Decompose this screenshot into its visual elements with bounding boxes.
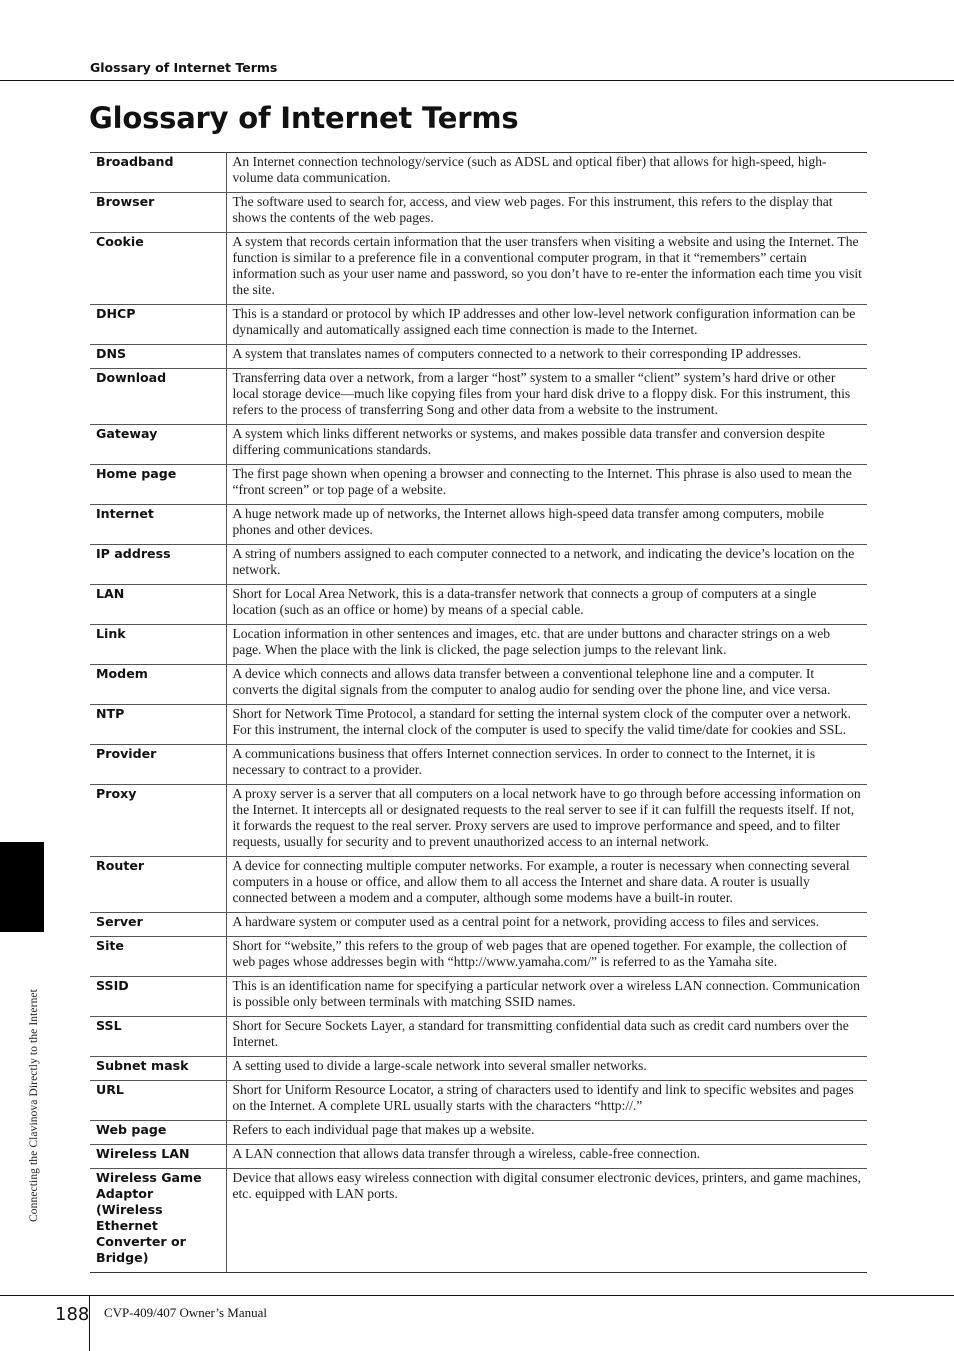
glossary-row [90,1081,867,1121]
glossary-term: Server [90,913,226,937]
glossary-term: Link [90,625,226,665]
glossary-definition: A setting used to divide a large-scale network into several smaller networks. [226,1057,867,1081]
glossary-row [90,1145,867,1169]
glossary-definition: Refers to each individual page that makes up a website. [226,1121,867,1145]
header-rule [0,80,954,81]
glossary-row [90,977,867,1017]
glossary-row [90,233,867,305]
glossary-term: Subnet mask [90,1057,226,1081]
glossary-term: LAN [90,585,226,625]
glossary-row [90,345,867,369]
glossary-term: URL [90,1081,226,1121]
glossary-row [90,193,867,233]
glossary-term: DHCP [90,305,226,345]
glossary-definition: A huge network made up of networks, the Internet allows high-speed data transfer among computers, mobile phones and other devices. [226,505,867,545]
glossary-definition: This is a standard or protocol by which IP addresses and other low-level network configuration information can be dynamically and automatically assigned each time connection is made to the Internet. [226,305,867,345]
glossary-term: SSID [90,977,226,1017]
glossary-row [90,585,867,625]
glossary-row [90,937,867,977]
glossary-definition: Short for “website,” this refers to the group of web pages that are opened together. For example, the collection of web pages whose addresses begin with “http://www.yamaha.com/” is referred to as the Yamaha site. [226,937,867,977]
glossary-term: Home page [90,465,226,505]
page-title: Glossary of Internet Terms [89,101,519,135]
glossary-definition: Short for Secure Sockets Layer, a standard for transmitting confidential data such as credit card numbers over the Internet. [226,1017,867,1057]
glossary-definition: A device which connects and allows data transfer between a conventional telephone line and a computer. It converts the digital signals from the computer to analog audio for sending over the phone line, and vice versa. [226,665,867,705]
glossary-definition: A system that translates names of computers connected to a network to their corresponding IP addresses. [226,345,867,369]
glossary-row [90,745,867,785]
glossary-definition: Short for Uniform Resource Locator, a string of characters used to identify and link to specific websites and pages on the Internet. A complete URL usually starts with the characters “http://.” [226,1081,867,1121]
glossary-row [90,705,867,745]
glossary-definition: An Internet connection technology/service (such as ADSL and optical fiber) that allows for high-speed, high-volume data communication. [226,153,867,193]
manual-name: CVP-409/407 Owner’s Manual [104,1305,267,1320]
glossary-definition: Location information in other sentences and images, etc. that are under buttons and character strings on a web page. When the place with the link is clicked, the page selection jumps to the relevant link. [226,625,867,665]
glossary-term: Internet [90,505,226,545]
glossary-definition: A string of numbers assigned to each computer connected to a network, and indicating the device’s location on the network. [226,545,867,585]
chapter-tab [0,842,44,932]
glossary-term: Web page [90,1121,226,1145]
footer-rule [0,1295,954,1296]
glossary-definition: The software used to search for, access, and view web pages. For this instrument, this refers to the display that shows the contents of the web pages. [226,193,867,233]
glossary-row [90,425,867,465]
glossary-row [90,665,867,705]
glossary-definition: A hardware system or computer used as a central point for a network, providing access to files and services. [226,913,867,937]
glossary-term: NTP [90,705,226,745]
glossary-term: Modem [90,665,226,705]
glossary-definition: The first page shown when opening a browser and connecting to the Internet. This phrase is also used to mean the “front screen” or top page of a website. [226,465,867,505]
glossary-row [90,505,867,545]
glossary-term: Browser [90,193,226,233]
glossary-row [90,1057,867,1081]
glossary-row [90,1121,867,1145]
running-head: Glossary of Internet Terms [90,60,278,75]
glossary-table [90,152,867,1273]
glossary-row [90,465,867,505]
glossary-term: IP address [90,545,226,585]
glossary-body [90,153,867,1273]
glossary-term: Proxy [90,785,226,857]
glossary-definition: Device that allows easy wireless connection with digital consumer electronic devices, printers, and game machines, etc. equipped with LAN ports. [226,1169,867,1273]
glossary-row [90,545,867,585]
glossary-definition: Short for Local Area Network, this is a data-transfer network that connects a group of computers at a single location (such as an office or home) by means of a special cable. [226,585,867,625]
glossary-term: Wireless LAN [90,1145,226,1169]
glossary-definition: Transferring data over a network, from a larger “host” system to a smaller “client” system’s hard drive or other local storage device—much like copying files from your hard disk drive to a floppy disk. For this instrument, this refers to the process of transferring Song and other data from a website to the instrument. [226,369,867,425]
glossary-row [90,857,867,913]
glossary-row [90,1017,867,1057]
glossary-definition: A system which links different networks or systems, and makes possible data transfer and conversion despite differing communications standards. [226,425,867,465]
glossary-term: SSL [90,1017,226,1057]
glossary-row [90,1169,867,1273]
glossary-term: Router [90,857,226,913]
glossary-definition: A device for connecting multiple computer networks. For example, a router is necessary when connecting several computers in a house or office, and allow them to all access the Internet and share data. A router is usually connected between a modem and a computer, although some modems have a built-in router. [226,857,867,913]
glossary-term: DNS [90,345,226,369]
glossary-definition: A communications business that offers Internet connection services. In order to connect to the Internet, it is necessary to contract to a provider. [226,745,867,785]
glossary-row [90,305,867,345]
glossary-term: Download [90,369,226,425]
glossary-definition: A LAN connection that allows data transfer through a wireless, cable-free connection. [226,1145,867,1169]
glossary-term: Provider [90,745,226,785]
glossary-row [90,625,867,665]
glossary-definition: This is an identification name for specifying a particular network over a wireless LAN connection. Communication is possible only between terminals with matching SSID names. [226,977,867,1017]
glossary-definition: Short for Network Time Protocol, a standard for setting the internal system clock of the computer over a network. For this instrument, the internal clock of the computer is used to specify the valid time/date for cookies and SSL. [226,705,867,745]
glossary-term: Cookie [90,233,226,305]
glossary-row [90,785,867,857]
glossary-term: Gateway [90,425,226,465]
chapter-label: Connecting the Clavinova Directly to the Internet [28,989,40,1222]
page-number: 188 [55,1304,90,1325]
glossary-definition: A proxy server is a server that all computers on a local network have to go through before accessing information on the Internet. It intercepts all or designated requests to the real server to see if it can fulfill the requests itself. If not, it forwards the request to the real server. Proxy servers are used to improve performance and speed, and to filter requests, usually for security and to prevent unauthorized access to an internal network. [226,785,867,857]
glossary-row [90,153,867,193]
glossary-term: Broadband [90,153,226,193]
glossary-definition: A system that records certain information that the user transfers when visiting a website and using the Internet. The function is similar to a preference file in a conventional computer program, in that it “remembers” certain information such as your user name and password, so you don’t have to re-enter the information each time you visit the site. [226,233,867,305]
glossary-row [90,369,867,425]
glossary-term: Wireless Game Adaptor (Wireless Ethernet Converter or Bridge) [90,1169,226,1273]
glossary-term: Site [90,937,226,977]
glossary-row [90,913,867,937]
